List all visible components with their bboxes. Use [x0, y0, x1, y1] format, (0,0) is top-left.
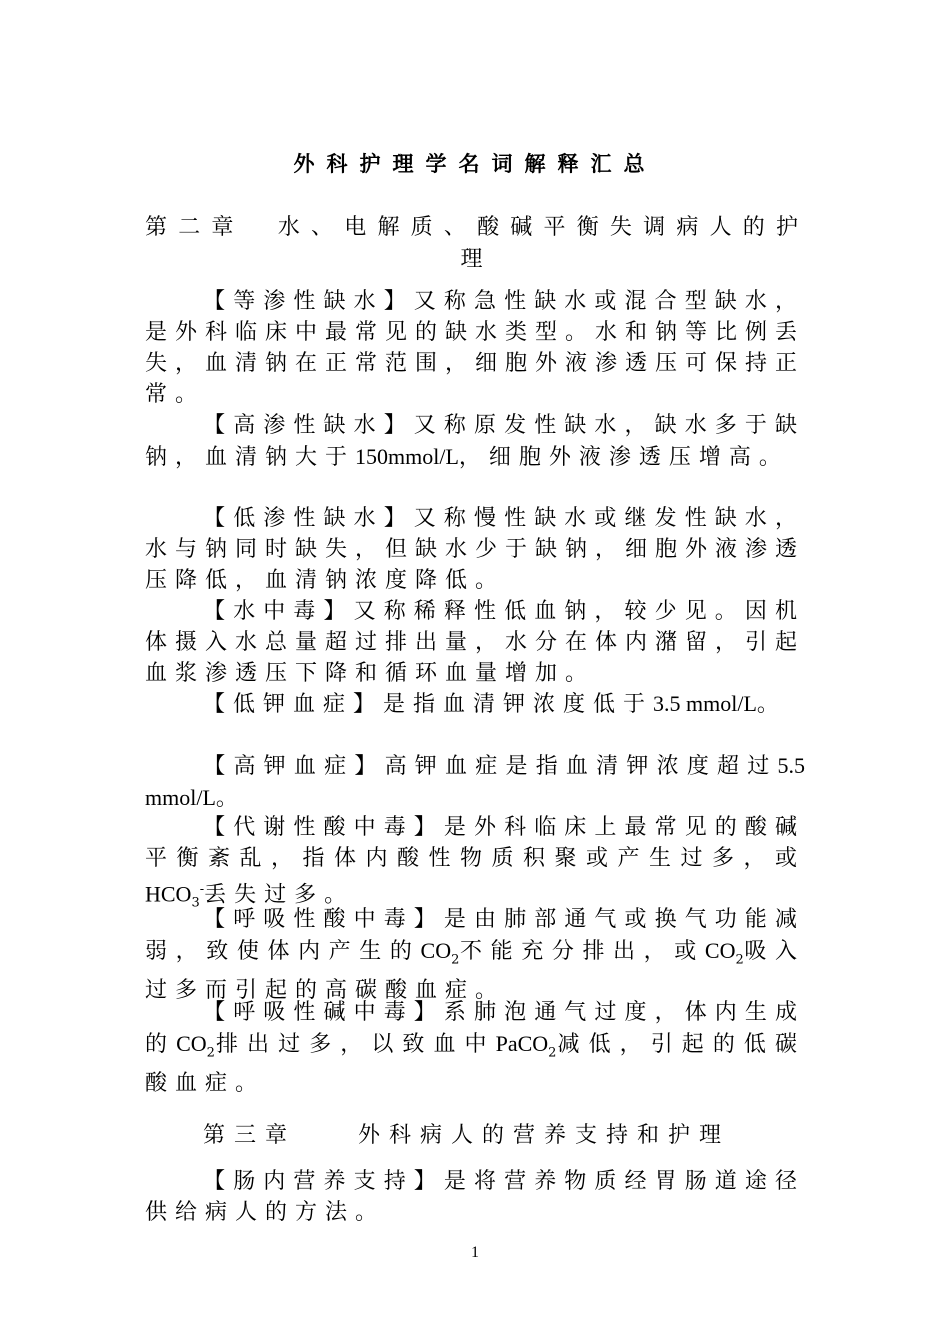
term-hyperkalemia: 【高钾血症】高钾血症是指血清钾浓度超过5.5 mmol/L。 — [145, 753, 805, 811]
chapter-3-heading: 第三章 外科病人的营养支持和护理 — [203, 1123, 731, 1148]
term-enteral-nutrition: 【肠内营养支持】是将营养物质经胃肠道途径供给病人的方法。 — [145, 1169, 805, 1225]
term-respiratory-alkalosis: 【呼吸性碱中毒】系肺泡通气过度，体内生成的$CO_2$排出过多，以致血中PaCO$_2$减低，引起的低碳酸血症。 — [145, 1000, 805, 1097]
term-water-intoxication: 【水中毒】又称稀释性低血钠，较少见。因机体摄入水总量超过排出量，水分在体内潴留，引起血浆渗透压下降和循环血量增加。 — [145, 599, 806, 686]
term-metabolic-acidosis: 【代谢性酸中毒】是外科临床上最常见的酸碱平衡紊乱，指体内酸性物质积聚或产生过多，或$HCO_3^-$丢失过多。 — [145, 815, 805, 911]
term-hypokalemia: 【低钾血症】是指血清钾浓度低于3.5 mmol/L。 — [203, 691, 787, 717]
page-number: 1 — [471, 1244, 479, 1261]
chapter-2-heading: 第二章 水、电解质、酸碱平衡失调病人的护 — [145, 215, 807, 240]
document-title: 外科护理学名词解释汇总 — [293, 152, 657, 176]
term-isotonic-dehydration: 【等渗性缺水】又称急性缺水或混合型缺水，是外科临床中最常见的缺水类型。水和钠等比例丢失，血清钠在正常范围，细胞外液渗透压可保持正常。 — [145, 289, 806, 407]
term-hypotonic-dehydration: 【低渗性缺水】又称慢性缺水或继发性缺水，水与钠同时缺失，但缺水少于缺钠，细胞外液渗透压降低，血清钠浓度降低。 — [145, 506, 806, 593]
chapter-2-heading-continued: 理 — [460, 247, 492, 272]
term-hypertonic-dehydration: 【高渗性缺水】又称原发性缺水，缺水多于缺钠，血清钠大于150mmol/L，细胞外液渗透压增高。 — [145, 413, 805, 470]
term-respiratory-acidosis: 【呼吸性酸中毒】是由肺部通气或换气功能减弱，致使体内产生的$CO_2$不能充分排出，或$CO_2$吸入过多而引起的高碳酸血症。 — [145, 907, 805, 1004]
